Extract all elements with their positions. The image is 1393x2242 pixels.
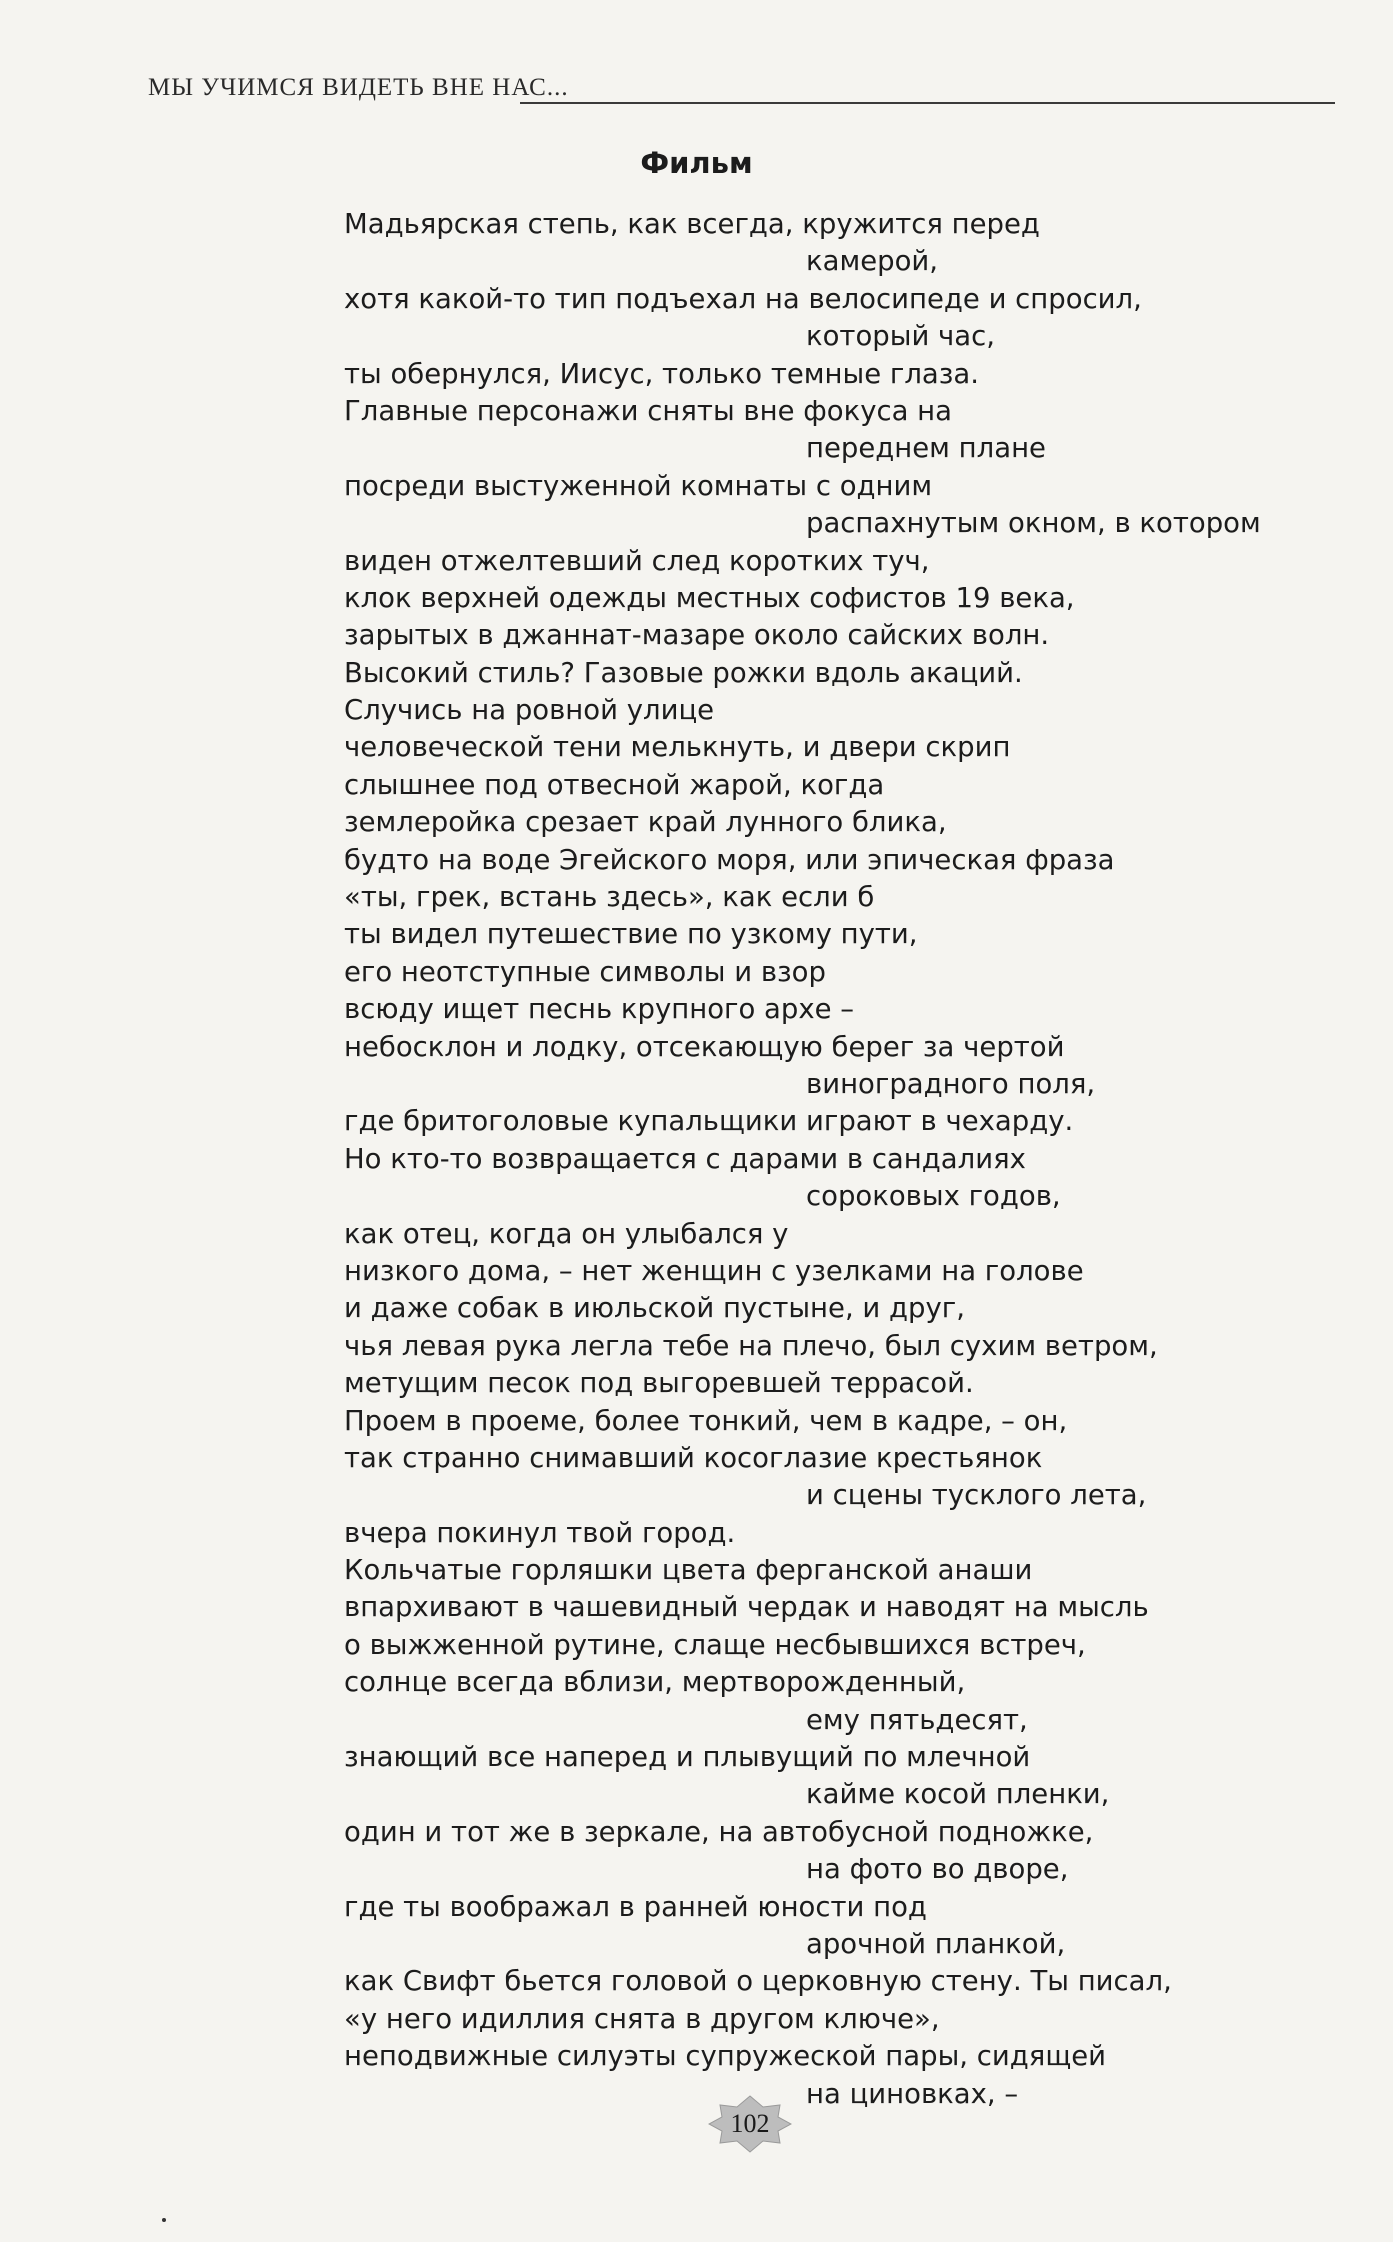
poem-line: распахнутым окном, в котором [806,507,1261,540]
poem-line: вчера покинул твой город. [344,1516,736,1549]
poem-line: метущим песок под выгоревшей террасой. [344,1367,974,1400]
poem-line: Кольчатые горляшки цвета ферганской анаши [344,1554,1033,1587]
running-head: МЫ УЧИМСЯ ВИДЕТЬ ВНЕ НАС... [148,74,569,101]
poem-line: Проем в проеме, более тонкий, чем в кадре, – он, [344,1404,1068,1437]
poem-line: Главные персонажи сняты вне фокуса на [344,394,953,427]
poem-line: переднем плане [806,432,1046,465]
poem-line: где бритоголовые купальщики играют в чехарду. [344,1105,1074,1138]
poem-line: Случись на ровной улице [344,694,715,727]
poem-line: хотя какой-то тип подъехал на велосипеде и спросил, [344,282,1142,315]
poem-line: и даже собак в июльской пустыне, и друг, [344,1292,965,1325]
poem-line: его неотступные символы и взор [344,955,826,988]
poem-line: о выжженной рутине, слаще несбывшихся встреч, [344,1628,1086,1661]
poem-line: «у него идиллия снята в другом ключе», [344,2002,940,2035]
poem-line: ты обернулся, Иисус, только темные глаза. [344,357,979,390]
poem-line: камерой, [806,245,939,278]
poem-line: землеройка срезает край лунного блика, [344,806,947,839]
poem-line: арочной планкой, [806,1927,1066,1960]
poem-line: и сцены тусклого лета, [806,1479,1147,1512]
poem-line: ты видел путешествие по узкому пути, [344,918,918,951]
poem-line: где ты воображал в ранней юности под [344,1890,927,1923]
poem-line: посреди выстуженной комнаты с одним [344,469,933,502]
poem-line: солнце всегда вблизи, мертворожденный, [344,1666,966,1699]
poem-title: Фильм [640,146,753,180]
poem-line: знающий все наперед и плывущий по млечной [344,1741,1031,1774]
poem-line: «ты, грек, встань здесь», как если б [344,881,875,914]
poem-line: чья левая рука легла тебе на плечо, был сухим ветром, [344,1329,1158,1362]
page-number: 102 [730,2109,770,2138]
poem-line: неподвижные силуэты супружеской пары, сидящей [344,2040,1107,2073]
poem-line: впархивают в чашевидный чердак и наводят на мысль [344,1591,1149,1624]
poem-line: Но кто-то возвращается с дарами в сандалиях [344,1142,1026,1175]
poem-line: низкого дома, – нет женщин с узелками на голове [344,1254,1084,1287]
header-rule [520,102,1335,104]
poem-line: ему пятьдесят, [806,1703,1028,1736]
poem-body [344,206,1344,2113]
poem-line: на циновках, – [806,2077,1019,2110]
poem-line: виден отжелтевший след коротких туч, [344,544,930,577]
poem-line: который час, [806,320,996,353]
poem-line: клок верхней одежды местных софистов 19 века, [344,581,1075,614]
poem-line: так странно снимавший косоглазие крестьянок [344,1441,1043,1474]
scan-speck [162,2218,166,2222]
poem-line: всюду ищет песнь крупного архе – [344,993,855,1026]
poem-line: человеческой тени мелькнуть, и двери скрип [344,731,1011,764]
poem-line: слышнее под отвесной жарой, когда [344,768,885,801]
poem-line: как отец, когда он улыбался у [344,1217,789,1250]
poem-line: кайме косой пленки, [806,1778,1110,1811]
poem-line: будто на воде Эгейского моря, или эпическая фраза [344,843,1115,876]
poem-line: небосклон и лодку, отсекающую берег за чертой [344,1030,1065,1063]
poem-line: на фото во дворе, [806,1853,1069,1886]
poem-line: виноградного поля, [806,1067,1096,1100]
poem-line: зарытых в джаннат-мазаре около сайских волн. [344,619,1050,652]
poem-line: Высокий стиль? Газовые рожки вдоль акаций. [344,656,1023,689]
poem-line: сороковых годов, [806,1180,1061,1213]
poem-line: как Свифт бьется головой о церковную стену. Ты писал, [344,1965,1172,1998]
poem-line: один и тот же в зеркале, на автобусной подножке, [344,1815,1094,1848]
page-number-ornament [708,2095,792,2153]
poem-line: Мадьярская степь, как всегда, кружится перед [344,208,1040,240]
